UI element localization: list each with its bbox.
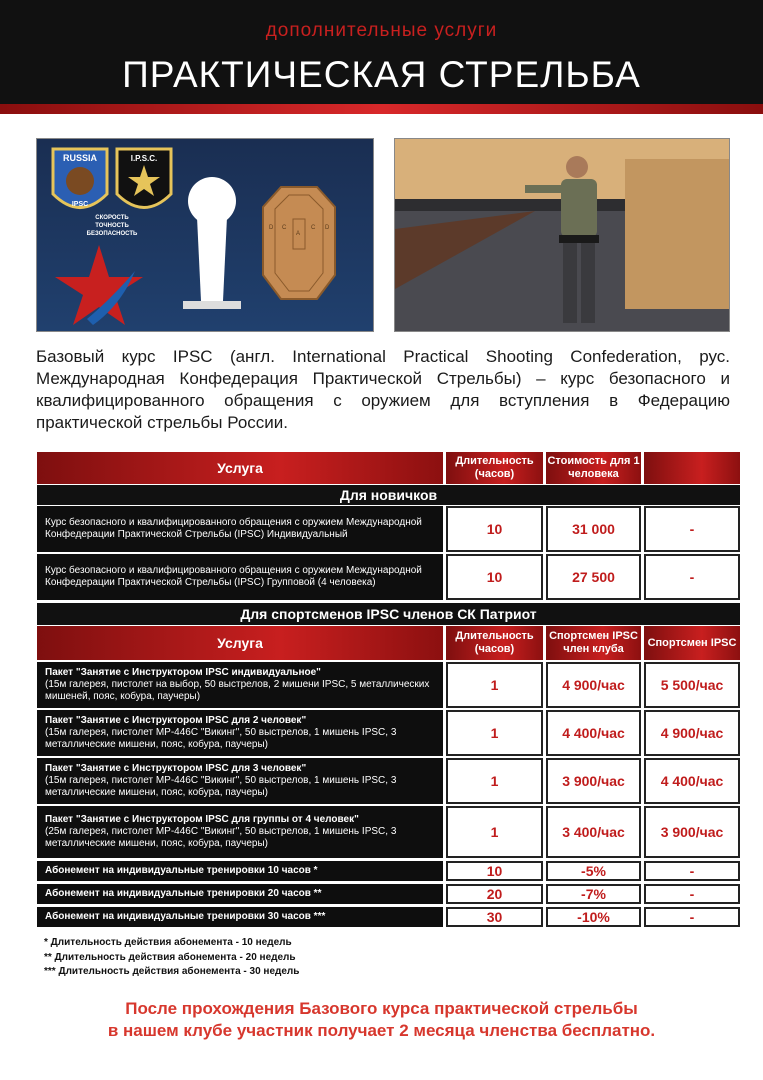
ipsc-logos-image xyxy=(36,138,374,332)
service-name: Курс безопасного и квалифицированного обращения с оружием Международной Конфедерации Практической Стрельбы (IPSC) Групповой (4 человека) xyxy=(37,554,443,600)
athlete-discount-cell: - xyxy=(644,884,740,904)
header-price: Стоимость для 1 человека xyxy=(546,452,641,484)
shooter-head xyxy=(566,156,588,178)
ipsc-logos-graphic xyxy=(37,139,373,331)
footnotes xyxy=(44,936,299,980)
table-row xyxy=(37,662,740,708)
subscription-name: Абонемент на индивидуальные тренировки 20 часов ** xyxy=(37,884,443,904)
offer-line-2: в нашем клубе участник получает 2 месяца членства бесплатно. xyxy=(107,1021,656,1040)
athlete-discount-cell: - xyxy=(644,907,740,927)
discount-cell: -5% xyxy=(546,861,641,881)
discount-cell: -7% xyxy=(546,884,641,904)
duration-cell: 1 xyxy=(446,710,543,756)
duration-cell: 1 xyxy=(446,758,543,804)
duration-cell: 1 xyxy=(446,662,543,708)
table-row xyxy=(37,806,740,858)
subscription-row xyxy=(37,884,740,904)
shooter-leg-right xyxy=(581,243,595,323)
duration-cell: 30 xyxy=(446,907,543,927)
shooter-body xyxy=(561,179,597,237)
header-athlete: Спортсмен IPSC xyxy=(644,626,740,660)
athlete-price-cell: 5 500/час xyxy=(644,662,740,708)
table1-header-row xyxy=(37,452,740,484)
shooter-belt xyxy=(559,235,599,243)
price-cell: 27 500 xyxy=(546,554,641,600)
table-row xyxy=(37,506,740,552)
shooting-range-graphic xyxy=(395,139,729,331)
price-cell: 31 000 xyxy=(546,506,641,552)
member-price-cell: 3 900/час xyxy=(546,758,641,804)
table-row xyxy=(37,758,740,804)
subscription-name: Абонемент на индивидуальные тренировки 10 часов * xyxy=(37,861,443,881)
package-cell: Пакет "Занятие с Инструктором IPSC индивидуальное" (15м галерея, пистолет на выбор, 50 выстрелов, 2 мишени IPSC, 5 металлических мишеней, пояс, кобура, паучеры) xyxy=(37,662,443,708)
popper-target-body xyxy=(197,217,227,301)
extra-cell: - xyxy=(644,506,740,552)
duration-cell: 10 xyxy=(446,861,543,881)
subscription-row xyxy=(37,907,740,927)
athlete-price-cell: 3 900/час xyxy=(644,806,740,858)
member-price-cell: 4 400/час xyxy=(546,710,641,756)
target-letter-a: A xyxy=(296,231,301,237)
popper-base xyxy=(183,301,241,309)
discount-cell: -10% xyxy=(546,907,641,927)
badge-ipsc-title: I.P.S.C. xyxy=(130,154,158,163)
table2-header-row xyxy=(37,626,740,660)
header-empty xyxy=(644,452,740,484)
extra-cell: - xyxy=(644,554,740,600)
member-price-cell: 3 400/час xyxy=(546,806,641,858)
motto-line-3: БЕЗОПАСНОСТЬ xyxy=(86,231,138,237)
header-member: Спортсмен IPSC член клуба xyxy=(546,626,641,660)
service-name: Курс безопасного и квалифицированного обращения с оружием Международной Конфедерации Практической Стрельбы (IPSC) Индивидуальный xyxy=(37,506,443,552)
section-beginners: Для новичков xyxy=(37,485,740,505)
shooter-arms xyxy=(525,185,565,193)
ipsc-target-icon xyxy=(263,187,335,299)
footnote-2: ** Длительность действия абонемента - 20 недель xyxy=(44,951,296,963)
header-service: Услуга xyxy=(37,452,443,484)
athlete-discount-cell: - xyxy=(644,861,740,881)
package-cell: Пакет "Занятие с Инструктором IPSC для 2 человек" (15м галерея, пистолет МР-446С "Викинг", 50 выстрелов, 1 мишень IPSC, 3 металлические мишени, пояс, кобура, паучеры) xyxy=(37,710,443,756)
table-row xyxy=(37,554,740,600)
table-row xyxy=(37,710,740,756)
athlete-price-cell: 4 400/час xyxy=(644,758,740,804)
bear-emblem xyxy=(66,167,94,195)
header-subtitle: дополнительные услуги xyxy=(265,20,498,41)
member-price-cell: 4 900/час xyxy=(546,662,641,708)
shooting-range-photo xyxy=(394,138,730,332)
motto-line-1: СКОРОСТЬ xyxy=(95,215,129,221)
badge-russia-text: RUSSIA xyxy=(62,153,98,163)
target-letter-d1: D xyxy=(269,225,274,231)
target-letter-d2: D xyxy=(325,225,330,231)
header-duration: Длительность (часов) xyxy=(446,626,543,660)
duration-cell: 1 xyxy=(446,806,543,858)
header-accent-band xyxy=(0,104,763,114)
package-cell: Пакет "Занятие с Инструктором IPSC для группы от 4 человек" (25м галерея, пистолет МР-446С "Викинг", 50 выстрелов, 1 мишень IPSC, 3 металлические мишени, пояс, кобура, паучеры) xyxy=(37,806,443,858)
target-letter-c2: C xyxy=(311,225,316,231)
subscription-name: Абонемент на индивидуальные тренировки 30 часов *** xyxy=(37,907,443,927)
duration-cell: 10 xyxy=(446,554,543,600)
shooter-leg-left xyxy=(563,243,577,323)
offer-line-1: После прохождения Базового курса практической стрельбы xyxy=(125,999,638,1018)
section-athletes: Для спортсменов IPSC членов СК Патриот xyxy=(37,603,740,625)
athlete-price-cell: 4 900/час xyxy=(644,710,740,756)
target-letter-c1: C xyxy=(282,225,287,231)
footnote-1: * Длительность действия абонемента - 10 недель xyxy=(44,937,292,948)
page-title: ПРАКТИЧЕСКАЯ СТРЕЛЬБА xyxy=(122,54,641,95)
motto-line-2: ТОЧНОСТЬ xyxy=(95,223,129,229)
intro-paragraph: Базовый курс IPSC (англ. International Practical Shooting Confederation, рус. Международная Конфедерация Практической Стрельбы) – курс безопасного и квалифицированного обращения с оружием для вступления в Федерацию практической стрельбы России. xyxy=(36,347,730,432)
duration-cell: 10 xyxy=(446,506,543,552)
header-service: Услуга xyxy=(37,626,443,660)
membership-offer xyxy=(0,998,763,1042)
header xyxy=(0,0,763,104)
subscription-row xyxy=(37,861,740,881)
duration-cell: 20 xyxy=(446,884,543,904)
header-duration: Длительность (часов) xyxy=(446,452,543,484)
package-cell: Пакет "Занятие с Инструктором IPSC для 3 человек" (15м галерея, пистолет МР-446С "Викинг", 50 выстрелов, 1 мишень IPSC, 3 металлические мишени, пояс, кобура, паучеры) xyxy=(37,758,443,804)
range-side-wall xyxy=(625,159,729,309)
badge-ipsc-text: IPSC xyxy=(71,201,89,208)
footnote-3: *** Длительность действия абонемента - 30 недель xyxy=(44,966,300,977)
